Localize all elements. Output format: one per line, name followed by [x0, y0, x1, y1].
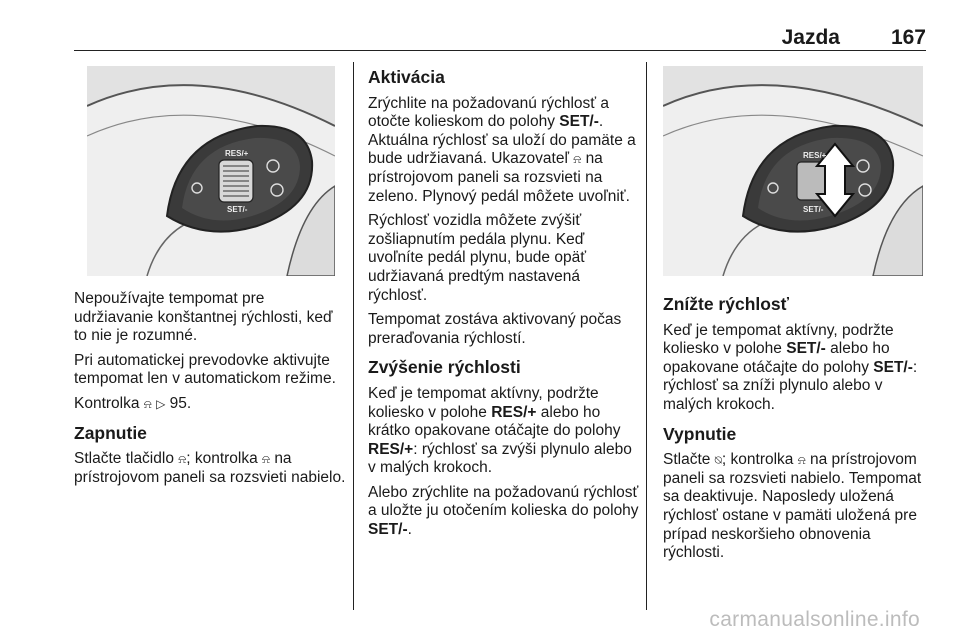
cruise-control-icon: ⍾ [573, 152, 582, 167]
watermark: carmanualsonline.info [709, 608, 920, 631]
cruise-control-icon: ⍾ [178, 452, 187, 467]
paragraph: Pri automatickej prevodovke aktivujte tempomat len v automatickom režime. [74, 351, 336, 388]
column-3 [663, 295, 928, 569]
heading-zapnutie: Zapnutie [74, 422, 147, 443]
paragraph: Stlačte ⍉; kontrolka ⍾ na prístrojovom paneli sa rozsvieti nabielo. Tempomat sa deaktivuje. Naposledy uložená rýchlosť ostane v pamäti uložená pre prípad neskoršieho obnovenia rýchlosti. [663, 451, 922, 562]
heading-aktivacia: Aktivácia [368, 67, 445, 87]
paragraph: Stlačte tlačidlo ⍾; kontrolka ⍾ na prístrojovom paneli sa rozsvieti nabielo. [74, 450, 346, 486]
heading-vypnutie: Vypnutie [663, 423, 737, 444]
page-number: 167 [890, 26, 926, 49]
paragraph: Keď je tempomat aktívny, podržte koliesko v polohe RES/+ alebo ho krátko opakovane otáčajte do polohy RES/+: rýchlosť sa zvýši plynulo alebo v malých krokoch. [368, 384, 632, 477]
paragraph: Nepoužívajte tempomat pre udržiavanie konštantnej rýchlosti, keď to nie je rozumné. [74, 290, 333, 345]
set-label: SET/- [227, 205, 248, 214]
column-2 [368, 68, 640, 546]
set-label-2: SET/- [803, 205, 824, 214]
cruise-cancel-icon: ⍉ [714, 453, 722, 468]
steering-wheel-figure-1 [87, 66, 335, 276]
page-reference-arrow-icon: ▷ [156, 396, 166, 411]
page-header [74, 22, 926, 51]
res-label: RES/+ [225, 149, 249, 158]
paragraph: Alebo zrýchlite na požadovanú rýchlosť a uložte ju otočením kolieska do polohy SET/-. [368, 483, 639, 539]
column-divider-right [646, 62, 647, 610]
column-divider-left [353, 62, 354, 610]
cruise-control-icon: ⍾ [143, 396, 152, 411]
paragraph: Keď je tempomat aktívny, podržte koliesko v polohe SET/- alebo ho opakovane otáčajte do polohy SET/-: rýchlosť sa zníži plynulo alebo v malých krokoch. [663, 321, 918, 413]
paragraph: Rýchlosť vozidla môžete zvýšiť zošliapnutím pedála plynu. Keď uvoľníte pedál plynu, bude opäť udržiavaná predtým nastavená rýchlosť. [368, 212, 587, 304]
cruise-control-icon: ⍾ [262, 452, 270, 467]
res-label-2: RES/+ [803, 151, 827, 160]
section-title: Jazda [781, 26, 840, 49]
steering-wheel-figure-2 [663, 66, 923, 276]
column-1 [74, 290, 346, 493]
heading-znizte: Znížte rýchlosť [663, 294, 790, 314]
paragraph: Tempomat zostáva aktivovaný počas preraďovania rýchlostí. [368, 311, 622, 347]
paragraph: Kontrolka ⍾ ▷ 95. [74, 394, 192, 412]
cruise-control-icon: ⍾ [797, 453, 806, 468]
paragraph: Zrýchlite na požadovanú rýchlosť a otočte kolieskom do polohy SET/-. Aktuálna rýchlosť sa uloží do pamäte a bude udržiavaná. Ukazovateľ ⍾ na prístrojovom paneli sa rozsvieti na zeleno. Plynový pedál môžete uvoľniť. [368, 94, 636, 205]
heading-zvysenie: Zvýšenie rýchlosti [368, 357, 521, 378]
